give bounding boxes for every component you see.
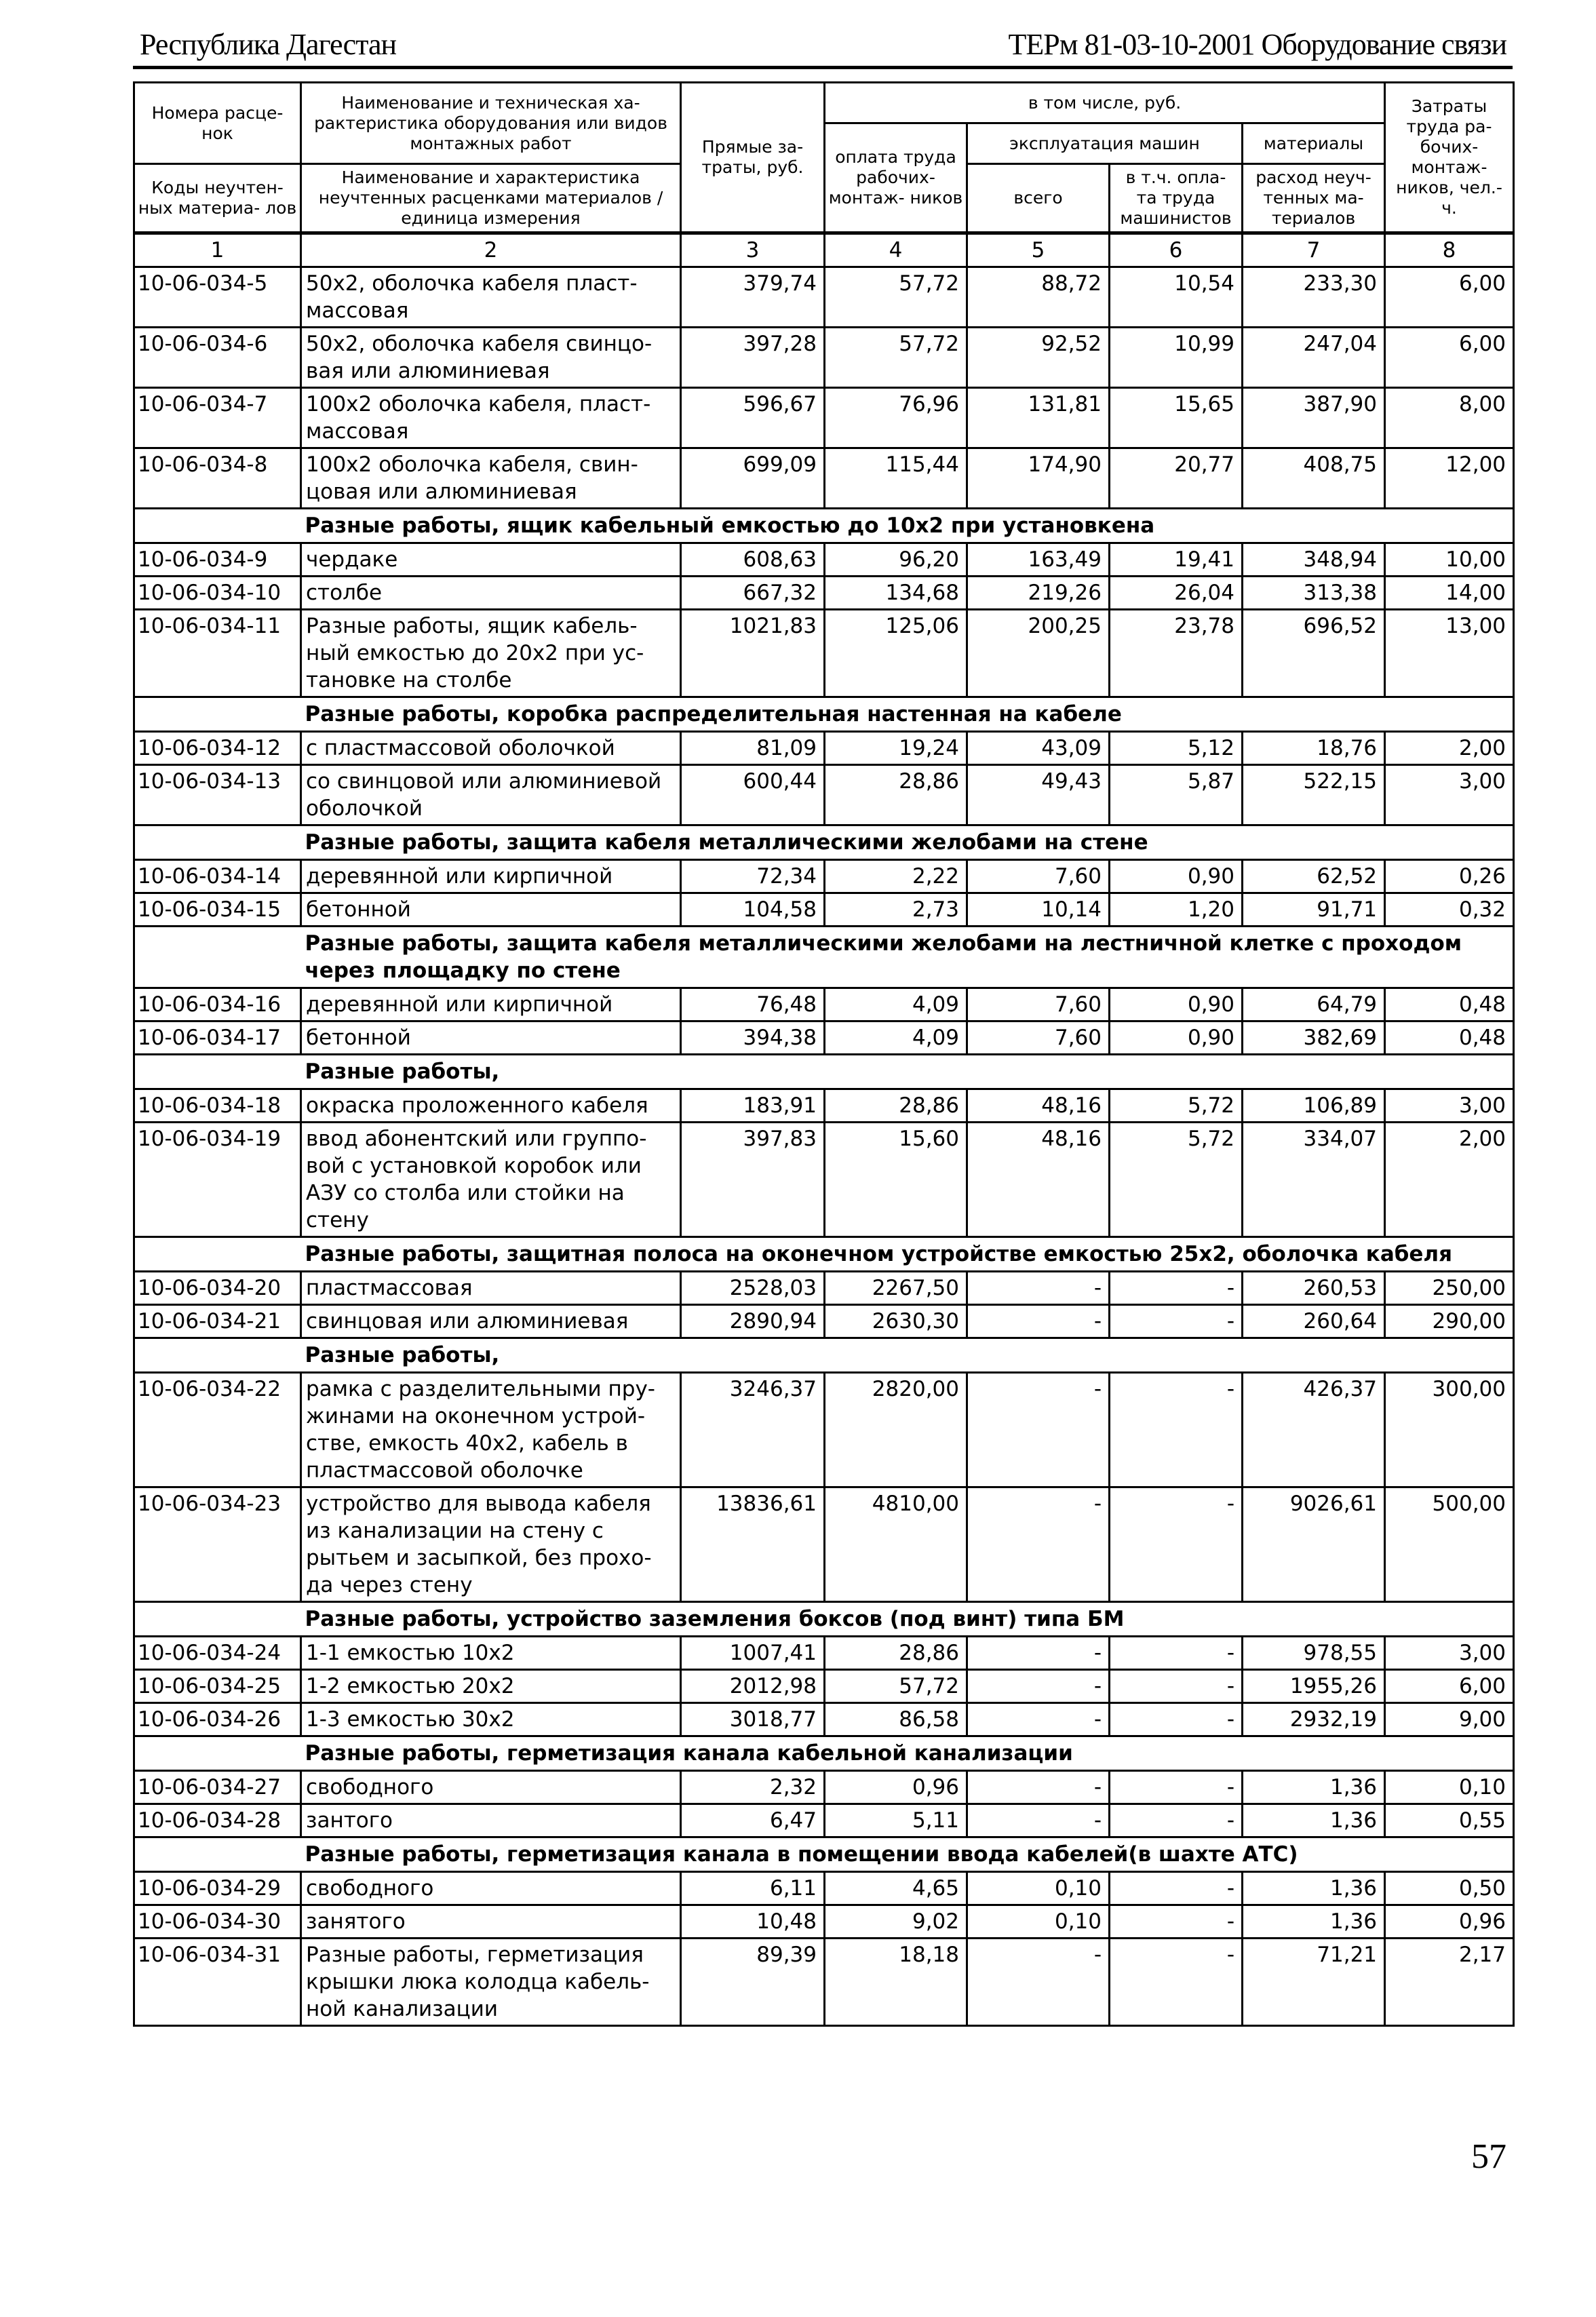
section-heading-row xyxy=(134,825,1514,860)
rate-code: 10-06-034-12 xyxy=(134,732,301,765)
value-labor: 2630,30 xyxy=(825,1305,967,1338)
value-hours: 0,48 xyxy=(1385,1021,1514,1055)
value-materials: 62,52 xyxy=(1243,860,1385,893)
value-hours: 2,00 xyxy=(1385,1123,1514,1237)
rate-code: 10-06-034-9 xyxy=(134,543,301,577)
section-title: Разные работы, защита кабеля металлическими желобами на стене xyxy=(301,825,1514,860)
section-heading-row xyxy=(134,1338,1514,1373)
work-name: зантого xyxy=(301,1804,681,1837)
table-row xyxy=(134,1703,1514,1736)
col-direct-costs-header: Прямые за- траты, руб. xyxy=(681,83,825,233)
rate-code: 10-06-034-5 xyxy=(134,267,301,328)
value-machinists: 0,90 xyxy=(1110,1021,1243,1055)
value-materials: 426,37 xyxy=(1243,1373,1385,1487)
table-row xyxy=(134,1872,1514,1905)
section-title: Разные работы, ящик кабельный емкостью до 10х2 при установкена xyxy=(301,509,1514,543)
value-materials: 2932,19 xyxy=(1243,1703,1385,1736)
value-machinists: 5,72 xyxy=(1110,1089,1243,1123)
rate-code: 10-06-034-24 xyxy=(134,1637,301,1670)
section-title: Разные работы, xyxy=(301,1338,1514,1373)
col-rate-numbers-header: Номера расце- нок xyxy=(134,83,301,164)
rate-code: 10-06-034-25 xyxy=(134,1670,301,1703)
column-number: 2 xyxy=(301,233,681,267)
value-direct: 13836,61 xyxy=(681,1487,825,1602)
value-direct: 397,28 xyxy=(681,328,825,388)
table-row xyxy=(134,1804,1514,1837)
col-material-codes-header: Коды неучтен- ных материа- лов xyxy=(134,164,301,233)
value-machines-total: 10,14 xyxy=(967,893,1110,927)
section-title: Разные работы, устройство заземления боксов (под винт) типа БМ xyxy=(301,1602,1514,1637)
value-direct: 600,44 xyxy=(681,765,825,825)
work-name: чердаке xyxy=(301,543,681,577)
work-name: со свинцовой или алюминиевой оболочкой xyxy=(301,765,681,825)
work-name: 100х2 оболочка кабеля, пласт- массовая xyxy=(301,388,681,448)
work-name: Разные работы, герметизация крышки люка колодца кабель- ной канализации xyxy=(301,1939,681,2026)
value-labor: 19,24 xyxy=(825,732,967,765)
col-labor-pay-header: оплата труда рабочих- монтаж- ников xyxy=(825,123,967,233)
rate-code: 10-06-034-26 xyxy=(134,1703,301,1736)
work-name: 50х2, оболочка кабеля свинцо- вая или алюминиевая xyxy=(301,328,681,388)
value-labor: 86,58 xyxy=(825,1703,967,1736)
section-title: Разные работы, герметизация канала кабельной канализации xyxy=(301,1736,1514,1771)
value-machinists: - xyxy=(1110,1939,1243,2026)
value-machinists: - xyxy=(1110,1373,1243,1487)
table-row xyxy=(134,1487,1514,1602)
value-direct: 10,48 xyxy=(681,1905,825,1939)
value-labor: 28,86 xyxy=(825,1637,967,1670)
value-machinists: 5,12 xyxy=(1110,732,1243,765)
work-name: 50х2, оболочка кабеля пласт- массовая xyxy=(301,267,681,328)
value-labor: 76,96 xyxy=(825,388,967,448)
section-heading-row xyxy=(134,509,1514,543)
rate-code: 10-06-034-28 xyxy=(134,1804,301,1837)
value-machines-total: 174,90 xyxy=(967,448,1110,509)
section-spacer xyxy=(134,1837,301,1872)
value-materials: 260,64 xyxy=(1243,1305,1385,1338)
value-direct: 6,11 xyxy=(681,1872,825,1905)
col-name-header-bottom: Наименование и характеристика неучтенных расценками материалов / единица измерения xyxy=(301,164,681,233)
table-row xyxy=(134,267,1514,328)
value-machinists: 20,77 xyxy=(1110,448,1243,509)
value-machines-total: 48,16 xyxy=(967,1123,1110,1237)
value-machinists: - xyxy=(1110,1670,1243,1703)
value-machinists: 5,87 xyxy=(1110,765,1243,825)
value-labor: 15,60 xyxy=(825,1123,967,1237)
work-name: свободного xyxy=(301,1872,681,1905)
value-labor: 4,09 xyxy=(825,988,967,1021)
value-materials: 382,69 xyxy=(1243,1021,1385,1055)
value-machines-total: - xyxy=(967,1272,1110,1305)
col-machines-total-header: всего xyxy=(967,164,1110,233)
value-labor: 96,20 xyxy=(825,543,967,577)
value-labor: 115,44 xyxy=(825,448,967,509)
value-materials: 247,04 xyxy=(1243,328,1385,388)
table-row xyxy=(134,388,1514,448)
value-direct: 379,74 xyxy=(681,267,825,328)
rate-code: 10-06-034-29 xyxy=(134,1872,301,1905)
value-direct: 596,67 xyxy=(681,388,825,448)
value-hours: 8,00 xyxy=(1385,388,1514,448)
value-labor: 2267,50 xyxy=(825,1272,967,1305)
value-hours: 2,17 xyxy=(1385,1939,1514,2026)
section-spacer xyxy=(134,927,301,988)
value-materials: 260,53 xyxy=(1243,1272,1385,1305)
section-title: Разные работы, защитная полоса на оконечном устройстве емкостью 25х2, оболочка кабеля xyxy=(301,1237,1514,1272)
rate-code: 10-06-034-20 xyxy=(134,1272,301,1305)
value-machinists: 5,72 xyxy=(1110,1123,1243,1237)
value-direct: 89,39 xyxy=(681,1939,825,2026)
value-machines-total: 163,49 xyxy=(967,543,1110,577)
rate-code: 10-06-034-21 xyxy=(134,1305,301,1338)
value-hours: 3,00 xyxy=(1385,765,1514,825)
value-hours: 14,00 xyxy=(1385,577,1514,610)
value-materials: 348,94 xyxy=(1243,543,1385,577)
rate-code: 10-06-034-30 xyxy=(134,1905,301,1939)
section-heading-row xyxy=(134,1055,1514,1089)
col-labor-hours-header: Затраты труда ра- бочих- монтаж- ников, чел.-ч. xyxy=(1385,83,1514,233)
value-materials: 978,55 xyxy=(1243,1637,1385,1670)
rate-code: 10-06-034-10 xyxy=(134,577,301,610)
value-materials: 1,36 xyxy=(1243,1905,1385,1939)
work-name: 1-1 емкостью 10х2 xyxy=(301,1637,681,1670)
value-hours: 6,00 xyxy=(1385,1670,1514,1703)
value-machinists: - xyxy=(1110,1872,1243,1905)
value-machinists: 23,78 xyxy=(1110,610,1243,697)
value-labor: 125,06 xyxy=(825,610,967,697)
work-name: пластмассовая xyxy=(301,1272,681,1305)
column-number: 1 xyxy=(134,233,301,267)
rate-code: 10-06-034-31 xyxy=(134,1939,301,2026)
rate-code: 10-06-034-6 xyxy=(134,328,301,388)
value-materials: 313,38 xyxy=(1243,577,1385,610)
rate-code: 10-06-034-17 xyxy=(134,1021,301,1055)
value-labor: 57,72 xyxy=(825,267,967,328)
section-heading-row xyxy=(134,1837,1514,1872)
value-labor: 2820,00 xyxy=(825,1373,967,1487)
value-machinists: 19,41 xyxy=(1110,543,1243,577)
col-machines-header: эксплуатация машин xyxy=(967,123,1243,164)
value-hours: 13,00 xyxy=(1385,610,1514,697)
section-spacer xyxy=(134,697,301,732)
column-number: 8 xyxy=(1385,233,1514,267)
col-name-header: Наименование и техническая ха- рактеристика оборудования или видов монтажных работ xyxy=(301,83,681,164)
value-hours: 9,00 xyxy=(1385,1703,1514,1736)
section-spacer xyxy=(134,825,301,860)
rate-code: 10-06-034-14 xyxy=(134,860,301,893)
work-name: деревянной или кирпичной xyxy=(301,988,681,1021)
value-direct: 2012,98 xyxy=(681,1670,825,1703)
value-labor: 134,68 xyxy=(825,577,967,610)
value-labor: 4810,00 xyxy=(825,1487,967,1602)
value-hours: 0,32 xyxy=(1385,893,1514,927)
value-machines-total: 48,16 xyxy=(967,1089,1110,1123)
work-name: с пластмассовой оболочкой xyxy=(301,732,681,765)
value-hours: 6,00 xyxy=(1385,328,1514,388)
rate-code: 10-06-034-19 xyxy=(134,1123,301,1237)
work-name: бетонной xyxy=(301,893,681,927)
column-number: 6 xyxy=(1110,233,1243,267)
work-name: бетонной xyxy=(301,1021,681,1055)
rate-code: 10-06-034-23 xyxy=(134,1487,301,1602)
col-machinists-pay-header: в т.ч. опла- та труда машинистов xyxy=(1110,164,1243,233)
work-name: свинцовая или алюминиевая xyxy=(301,1305,681,1338)
value-machines-total: - xyxy=(967,1804,1110,1837)
value-machines-total: - xyxy=(967,1939,1110,2026)
value-machinists: 0,90 xyxy=(1110,988,1243,1021)
table-row xyxy=(134,543,1514,577)
value-direct: 76,48 xyxy=(681,988,825,1021)
value-materials: 408,75 xyxy=(1243,448,1385,509)
value-machinists: 10,99 xyxy=(1110,328,1243,388)
value-hours: 12,00 xyxy=(1385,448,1514,509)
value-materials: 233,30 xyxy=(1243,267,1385,328)
value-hours: 0,48 xyxy=(1385,988,1514,1021)
column-number: 3 xyxy=(681,233,825,267)
table-row xyxy=(134,1089,1514,1123)
value-machinists: - xyxy=(1110,1487,1243,1602)
value-materials: 1,36 xyxy=(1243,1872,1385,1905)
table-row xyxy=(134,893,1514,927)
value-materials: 1955,26 xyxy=(1243,1670,1385,1703)
work-name: 100х2 оболочка кабеля, свин- цовая или алюминиевая xyxy=(301,448,681,509)
value-direct: 6,47 xyxy=(681,1804,825,1837)
table-row xyxy=(134,765,1514,825)
section-spacer xyxy=(134,1338,301,1373)
value-direct: 2890,94 xyxy=(681,1305,825,1338)
value-machines-total: 88,72 xyxy=(967,267,1110,328)
table-row xyxy=(134,988,1514,1021)
value-labor: 4,09 xyxy=(825,1021,967,1055)
value-machines-total: - xyxy=(967,1373,1110,1487)
value-machines-total: 92,52 xyxy=(967,328,1110,388)
table-row xyxy=(134,1637,1514,1670)
section-title: Разные работы, xyxy=(301,1055,1514,1089)
value-hours: 0,55 xyxy=(1385,1804,1514,1837)
value-labor: 2,22 xyxy=(825,860,967,893)
value-direct: 608,63 xyxy=(681,543,825,577)
table-row xyxy=(134,1305,1514,1338)
value-machines-total: 0,10 xyxy=(967,1905,1110,1939)
table-row xyxy=(134,610,1514,697)
work-name: 1-3 емкостью 30х2 xyxy=(301,1703,681,1736)
value-machines-total: 43,09 xyxy=(967,732,1110,765)
value-machines-total: - xyxy=(967,1771,1110,1804)
table-row xyxy=(134,328,1514,388)
value-materials: 71,21 xyxy=(1243,1939,1385,2026)
value-labor: 18,18 xyxy=(825,1939,967,2026)
value-machines-total: 200,25 xyxy=(967,610,1110,697)
table-row xyxy=(134,732,1514,765)
work-name: устройство для вывода кабеля из канализации на стену с рытьем и засыпкой, без прохо- да через стену xyxy=(301,1487,681,1602)
work-name: ввод абонентский или группо- вой с установкой коробок или АЗУ со столба или стойки на стену xyxy=(301,1123,681,1237)
value-machines-total: 0,10 xyxy=(967,1872,1110,1905)
value-machines-total: - xyxy=(967,1487,1110,1602)
value-machines-total: 131,81 xyxy=(967,388,1110,448)
value-materials: 64,79 xyxy=(1243,988,1385,1021)
rate-code: 10-06-034-11 xyxy=(134,610,301,697)
value-machinists: - xyxy=(1110,1305,1243,1338)
value-machinists: 10,54 xyxy=(1110,267,1243,328)
table-row xyxy=(134,1123,1514,1237)
header-region: Республика Дагестан xyxy=(140,28,397,61)
value-machines-total: - xyxy=(967,1305,1110,1338)
value-hours: 10,00 xyxy=(1385,543,1514,577)
value-hours: 3,00 xyxy=(1385,1637,1514,1670)
rate-code: 10-06-034-22 xyxy=(134,1373,301,1487)
value-materials: 91,71 xyxy=(1243,893,1385,927)
value-machines-total: 7,60 xyxy=(967,860,1110,893)
work-name: занятого xyxy=(301,1905,681,1939)
rate-code: 10-06-034-13 xyxy=(134,765,301,825)
section-title: Разные работы, коробка распределительная настенная на кабеле xyxy=(301,697,1514,732)
value-direct: 183,91 xyxy=(681,1089,825,1123)
section-heading-row xyxy=(134,1736,1514,1771)
value-hours: 6,00 xyxy=(1385,267,1514,328)
section-spacer xyxy=(134,1602,301,1637)
value-hours: 0,26 xyxy=(1385,860,1514,893)
work-name: деревянной или кирпичной xyxy=(301,860,681,893)
table-row xyxy=(134,1771,1514,1804)
work-name: столбе xyxy=(301,577,681,610)
col-unaccounted-materials-header: расход неуч- тенных ма- териалов xyxy=(1243,164,1385,233)
value-labor: 57,72 xyxy=(825,328,967,388)
value-materials: 522,15 xyxy=(1243,765,1385,825)
rate-code: 10-06-034-8 xyxy=(134,448,301,509)
value-labor: 5,11 xyxy=(825,1804,967,1837)
section-title: Разные работы, защита кабеля металлическими желобами на лестничной клетке с проходом через площадку по стене xyxy=(301,927,1514,988)
section-heading-row xyxy=(134,1602,1514,1637)
section-spacer xyxy=(134,509,301,543)
value-direct: 81,09 xyxy=(681,732,825,765)
value-labor: 28,86 xyxy=(825,765,967,825)
col-materials-header: материалы xyxy=(1243,123,1385,164)
header-rule xyxy=(133,66,1513,69)
value-labor: 57,72 xyxy=(825,1670,967,1703)
section-spacer xyxy=(134,1055,301,1089)
value-hours: 500,00 xyxy=(1385,1487,1514,1602)
value-materials: 334,07 xyxy=(1243,1123,1385,1237)
value-labor: 2,73 xyxy=(825,893,967,927)
value-hours: 0,50 xyxy=(1385,1872,1514,1905)
table-row xyxy=(134,1905,1514,1939)
section-title: Разные работы, герметизация канала в помещении ввода кабелей(в шахте АТС) xyxy=(301,1837,1514,1872)
value-materials: 1,36 xyxy=(1243,1804,1385,1837)
section-heading-row xyxy=(134,1237,1514,1272)
value-machines-total: - xyxy=(967,1637,1110,1670)
value-machinists: - xyxy=(1110,1703,1243,1736)
table-row xyxy=(134,1373,1514,1487)
work-name: Разные работы, ящик кабель- ный емкостью до 20х2 при ус- тановке на столбе xyxy=(301,610,681,697)
section-heading-row xyxy=(134,927,1514,988)
value-hours: 300,00 xyxy=(1385,1373,1514,1487)
value-hours: 2,00 xyxy=(1385,732,1514,765)
work-name: свободного xyxy=(301,1771,681,1804)
value-labor: 0,96 xyxy=(825,1771,967,1804)
value-materials: 387,90 xyxy=(1243,388,1385,448)
value-machinists: 26,04 xyxy=(1110,577,1243,610)
value-materials: 696,52 xyxy=(1243,610,1385,697)
value-direct: 3018,77 xyxy=(681,1703,825,1736)
value-machines-total: 49,43 xyxy=(967,765,1110,825)
value-machines-total: 219,26 xyxy=(967,577,1110,610)
table-row xyxy=(134,577,1514,610)
rate-code: 10-06-034-15 xyxy=(134,893,301,927)
value-direct: 699,09 xyxy=(681,448,825,509)
value-machinists: - xyxy=(1110,1272,1243,1305)
value-labor: 9,02 xyxy=(825,1905,967,1939)
value-materials: 18,76 xyxy=(1243,732,1385,765)
value-direct: 667,32 xyxy=(681,577,825,610)
value-direct: 104,58 xyxy=(681,893,825,927)
value-materials: 1,36 xyxy=(1243,1771,1385,1804)
value-direct: 3246,37 xyxy=(681,1373,825,1487)
rate-code: 10-06-034-18 xyxy=(134,1089,301,1123)
section-spacer xyxy=(134,1736,301,1771)
value-machinists: 0,90 xyxy=(1110,860,1243,893)
table-row xyxy=(134,1939,1514,2026)
value-direct: 1007,41 xyxy=(681,1637,825,1670)
col-including-header: в том числе, руб. xyxy=(825,83,1385,123)
value-labor: 4,65 xyxy=(825,1872,967,1905)
column-number: 7 xyxy=(1243,233,1385,267)
value-machinists: - xyxy=(1110,1771,1243,1804)
value-machines-total: 7,60 xyxy=(967,1021,1110,1055)
value-machines-total: - xyxy=(967,1703,1110,1736)
column-number: 4 xyxy=(825,233,967,267)
value-direct: 1021,83 xyxy=(681,610,825,697)
work-name: 1-2 емкостью 20х2 xyxy=(301,1670,681,1703)
value-hours: 290,00 xyxy=(1385,1305,1514,1338)
value-machinists: 15,65 xyxy=(1110,388,1243,448)
value-machinists: - xyxy=(1110,1804,1243,1837)
value-machinists: - xyxy=(1110,1637,1243,1670)
work-name: рамка с разделительными пру- жинами на оконечном устрой- стве, емкость 40х2, кабель в пластмассовой оболочке xyxy=(301,1373,681,1487)
rate-code: 10-06-034-16 xyxy=(134,988,301,1021)
value-hours: 250,00 xyxy=(1385,1272,1514,1305)
value-materials: 106,89 xyxy=(1243,1089,1385,1123)
table-row xyxy=(134,1272,1514,1305)
rates-table xyxy=(133,81,1515,2027)
rate-code: 10-06-034-27 xyxy=(134,1771,301,1804)
value-labor: 28,86 xyxy=(825,1089,967,1123)
section-heading-row xyxy=(134,697,1514,732)
section-spacer xyxy=(134,1237,301,1272)
value-direct: 2,32 xyxy=(681,1771,825,1804)
table-row xyxy=(134,1021,1514,1055)
value-machines-total: - xyxy=(967,1670,1110,1703)
table-row xyxy=(134,448,1514,509)
value-hours: 3,00 xyxy=(1385,1089,1514,1123)
work-name: окраска проложенного кабеля xyxy=(301,1089,681,1123)
value-direct: 397,83 xyxy=(681,1123,825,1237)
table-row xyxy=(134,1670,1514,1703)
value-machinists: - xyxy=(1110,1905,1243,1939)
value-materials: 9026,61 xyxy=(1243,1487,1385,1602)
value-direct: 2528,03 xyxy=(681,1272,825,1305)
value-direct: 394,38 xyxy=(681,1021,825,1055)
value-hours: 0,96 xyxy=(1385,1905,1514,1939)
header-document-code: ТЕРм 81-03-10-2001 Оборудование связи xyxy=(1008,28,1506,61)
value-machinists: 1,20 xyxy=(1110,893,1243,927)
rate-code: 10-06-034-7 xyxy=(134,388,301,448)
table-row xyxy=(134,860,1514,893)
value-machines-total: 7,60 xyxy=(967,988,1110,1021)
value-direct: 72,34 xyxy=(681,860,825,893)
page-number: 57 xyxy=(1471,2137,1506,2176)
column-number: 5 xyxy=(967,233,1110,267)
value-hours: 0,10 xyxy=(1385,1771,1514,1804)
